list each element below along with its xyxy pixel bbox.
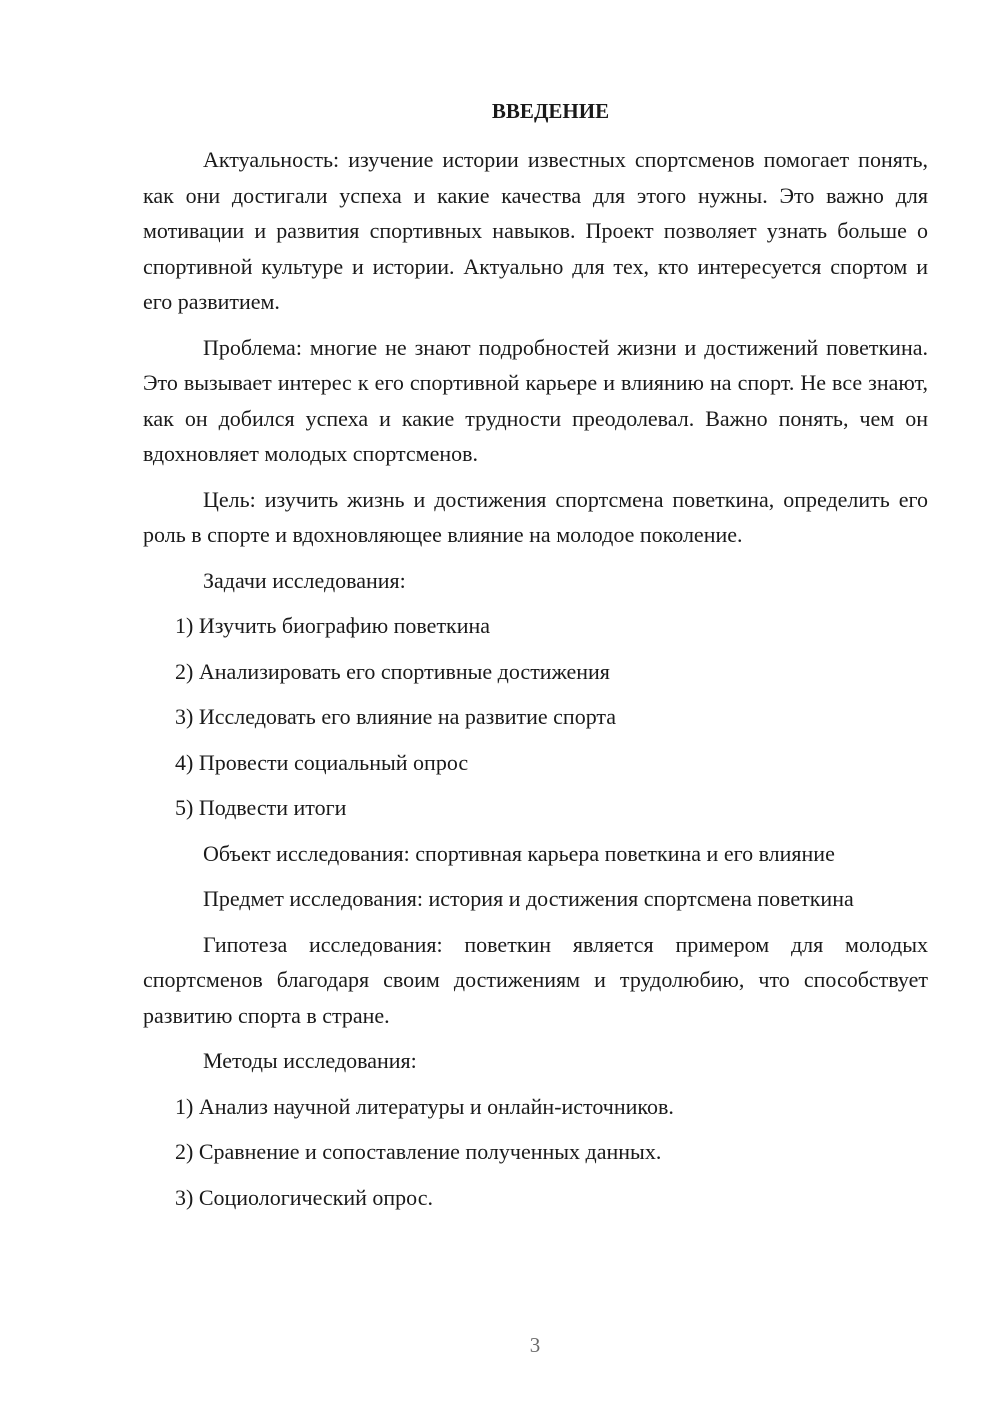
object-paragraph: Объект исследования: спортивная карьера поветкина и его влияние <box>203 840 835 866</box>
list-item: 3) Социологический опрос. <box>175 1184 433 1210</box>
relevance-paragraph: Актуальность: изучение истории известных спортсменов помогает понять, как они достигали успеха и какие качества для этого нужны. Это важно для мотивации и развития спортивных навыков. Проект позволяет узнать больше о спортивной культуре и истории. Актуально для тех, кто интересуется спортом и его развитием. <box>143 147 928 314</box>
list-item: 1) Анализ научной литературы и онлайн-источников. <box>175 1093 674 1119</box>
goal-paragraph: Цель: изучить жизнь и достижения спортсмена поветкина, определить его роль в спорте и вдохновляющее влияние на молодое поколение. <box>143 486 928 547</box>
problem-paragraph: Проблема: многие не знают подробностей жизни и достижений поветкина. Это вызывает интерес к его спортивной карьере и влиянию на спорт. Не все знают, как он добился успеха и какие трудности преодолевал. Важно понять, чем он вдохновляет молодых спортсменов. <box>143 334 928 466</box>
page-title: ВВЕДЕНИЕ <box>491 99 610 123</box>
list-item: 5) Подвести итоги <box>175 795 347 820</box>
list-item: 2) Сравнение и сопоставление полученных данных. <box>175 1139 662 1164</box>
tasks-list <box>143 608 928 826</box>
list-item: 3) Исследовать его влияние на развитие спорта <box>175 704 617 729</box>
tasks-heading: Задачи исследования: <box>203 567 406 593</box>
list-item: 4) Провести социальный опрос <box>175 749 469 775</box>
hypothesis-paragraph: Гипотеза исследования: поветкин является примером для молодых спортсменов благодаря своим достижениям и трудолюбию, что способствует развитию спорта в стране. <box>143 931 928 1028</box>
page-content <box>143 96 928 1225</box>
list-item: 2) Анализировать его спортивные достижения <box>175 658 610 684</box>
list-item: 1) Изучить биографию поветкина <box>175 613 491 638</box>
methods-list <box>143 1089 928 1216</box>
methods-heading: Методы исследования: <box>203 1048 417 1073</box>
subject-paragraph: Предмет исследования: история и достижения спортсмена поветкина <box>203 886 854 911</box>
page-number: 3 <box>529 1333 541 1357</box>
